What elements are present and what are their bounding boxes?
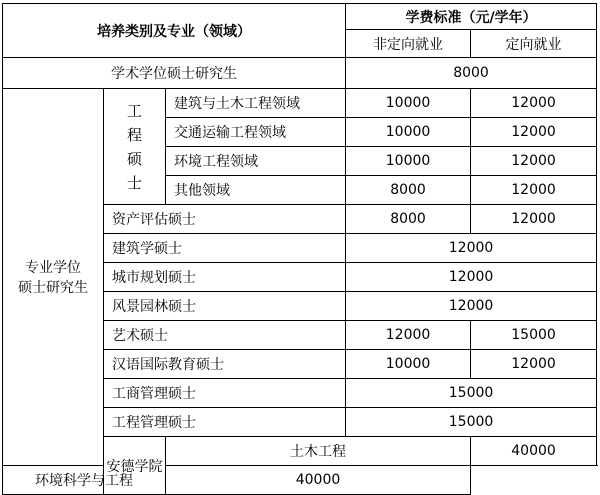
header-fee-standard: 学费标准（元/学年）: [346, 4, 597, 30]
engineering-char-2: 程: [126, 125, 142, 144]
header-category: 培养类别及专业（领域）: [3, 4, 346, 58]
chinese-edu-non-fee: 10000: [346, 350, 471, 379]
mba-name: 工商管理硕士: [104, 379, 346, 408]
header-non-directional: 非定向就业: [346, 30, 471, 58]
urban-planning-name: 城市规划硕士: [104, 263, 346, 292]
ande-row-fee: 40000: [471, 437, 597, 466]
header-directional: 定向就业: [471, 30, 597, 58]
professional-label-line2: 硕士研究生: [18, 280, 88, 296]
architecture-name: 建筑学硕士: [104, 234, 346, 263]
asset-eval-dir-fee: 12000: [471, 205, 597, 234]
engineering-char-4: 士: [126, 173, 142, 192]
art-dir-fee: 15000: [471, 321, 597, 350]
urban-planning-fee: 12000: [346, 263, 597, 292]
architecture-fee: 12000: [346, 234, 597, 263]
asset-eval-name: 资产评估硕士: [104, 205, 346, 234]
eng-field-name: 环境工程领域: [166, 147, 346, 176]
mba-fee: 15000: [346, 379, 597, 408]
landscape-name: 风景园林硕士: [104, 292, 346, 321]
eng-field-name: 交通运输工程领域: [166, 118, 346, 147]
chinese-edu-dir-fee: 12000: [471, 350, 597, 379]
academic-label: 学术学位硕士研究生: [3, 58, 346, 89]
academic-fee: 8000: [346, 58, 597, 89]
ande-row-name: 环境科学与工程: [3, 466, 166, 495]
engineering-char-3: 硕: [126, 149, 142, 168]
eng-field-dir-fee: 12000: [471, 176, 597, 205]
eng-field-dir-fee: 12000: [471, 147, 597, 176]
engineering-char-1: 工: [126, 101, 142, 120]
eng-field-non-fee: 10000: [346, 118, 471, 147]
professional-label-line1: 专业学位: [25, 260, 81, 276]
ande-row-fee: 40000: [166, 466, 471, 495]
mem-name: 工程管理硕士: [104, 408, 346, 437]
eng-field-non-fee: 10000: [346, 147, 471, 176]
landscape-fee: 12000: [346, 292, 597, 321]
ande-label: 安德学院: [104, 437, 166, 495]
ande-row-name: 土木工程: [166, 437, 471, 466]
eng-field-dir-fee: 12000: [471, 89, 597, 118]
asset-eval-non-fee: 8000: [346, 205, 471, 234]
eng-field-dir-fee: 12000: [471, 118, 597, 147]
professional-label: [3, 89, 104, 466]
eng-field-name: 其他领域: [166, 176, 346, 205]
mem-fee: 15000: [346, 408, 597, 437]
art-non-fee: 12000: [346, 321, 471, 350]
engineering-master-label: [104, 89, 166, 205]
eng-field-name: 建筑与土木工程领域: [166, 89, 346, 118]
tuition-table: [2, 3, 597, 495]
eng-field-non-fee: 8000: [346, 176, 471, 205]
chinese-edu-name: 汉语国际教育硕士: [104, 350, 346, 379]
eng-field-non-fee: 10000: [346, 89, 471, 118]
art-name: 艺术硕士: [104, 321, 346, 350]
